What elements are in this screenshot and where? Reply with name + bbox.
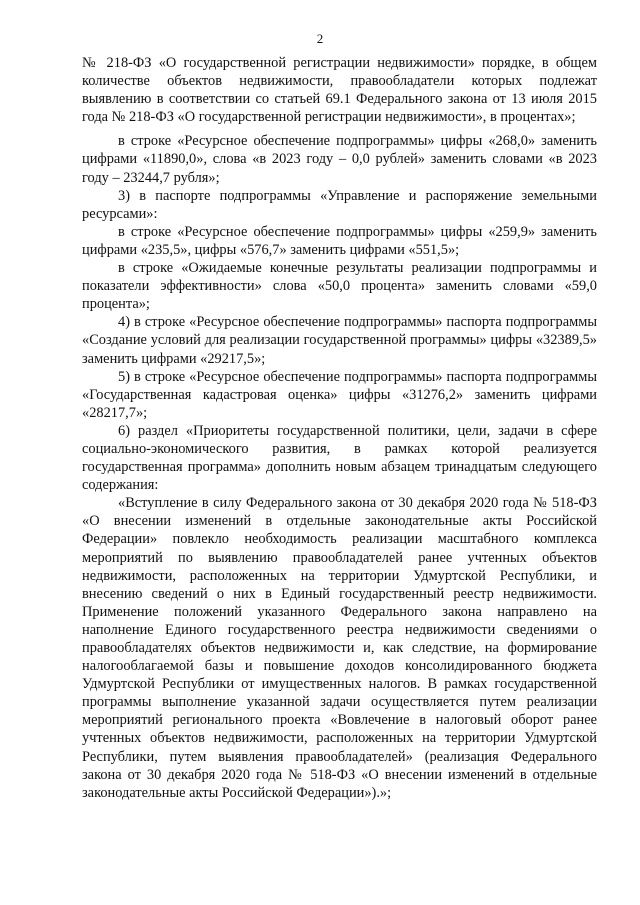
paragraph-item-5: 5) в строке «Ресурсное обеспечение подпрограммы» паспорта подпрограммы «Государственная кадастровая оценка» цифры «31276,2» заменить цифрами «28217,7»; bbox=[82, 368, 597, 421]
paragraph-new-abzac: «Вступление в силу Федерального закона от 30 декабря 2020 года № 518-ФЗ «О внесении изменений в отдельные законодательные акты Российской Федерации» повлекло необходимость реализации масштабного комплекса мероприятий по выявлению правообладателей ранее учтенных объектов недвижимости, расположенных на территории Удмуртской Республики, и внесению сведений о них в Единый государственный реестр недвижимости. Применение положений указанного Федерального закона направлено на наполнение Единого государственного реестра недвижимости сведениями о правообладателях объектов недвижимости и, как следствие, на формирование налогооблагаемой базы и повышение доходов консолидированного бюджета Удмуртской Республики от имущественных налогов. В рамках государственной программы выполнение указанной задачи осуществляется путем реализации мероприятий регионального проекта «Вовлечение в налоговый оборот ранее учтенных объектов недвижимости, расположенных на территории Удмуртской Республики, путем выявления правообладателей» (реализация Федерального закона от 30 декабря 2020 года № 518-ФЗ «О внесении изменений в отдельные законодательные акты Российской Федерации»).»; bbox=[82, 495, 597, 801]
paragraph-item-6: 6) раздел «Приоритеты государственной политики, цели, задачи в сфере социально-экономического развития, в рамках которой реализуется государственная программа» дополнить новым абзацем тринадцатым следующего содержания: bbox=[82, 422, 597, 494]
paragraph-item-4: 4) в строке «Ресурсное обеспечение подпрограммы» паспорта подпрограммы «Создание условий для реализации государственной программы» цифры «32389,5» заменить цифрами «29217,5»; bbox=[82, 314, 597, 367]
paragraph-resource-provision-2: в строке «Ресурсное обеспечение подпрограммы» цифры «259,9» заменить цифрами «235,5», цифры «576,7» заменить цифрами «551,5»; bbox=[82, 223, 597, 258]
document-body bbox=[82, 54, 597, 802]
paragraph-item-3: 3) в паспорте подпрограммы «Управление и распоряжение земельными ресурсами»: bbox=[82, 187, 597, 222]
page-number: 2 bbox=[316, 31, 324, 46]
paragraph-expected-results: в строке «Ожидаемые конечные результаты реализации подпрограммы и показатели эффективности» слова «50,0 процента» заменить словами «59,0 процента»; bbox=[82, 260, 597, 313]
paragraph-continuation: № 218-ФЗ «О государственной регистрации недвижимости» порядке, в общем количестве объектов недвижимости, правообладатели которых подлежат выявлению в соответствии со статьей 69.1 Федерального закона от 13 июля 2015 года № 218-ФЗ «О государственной регистрации недвижимости», в процентах»; bbox=[82, 55, 597, 126]
paragraph-resource-provision-1: в строке «Ресурсное обеспечение подпрограммы» цифры «268,0» заменить цифрами «11890,0», слова «в 2023 году – 0,0 рублей» заменить словами «в 2023 году – 23244,7 рубля»; bbox=[82, 133, 597, 186]
